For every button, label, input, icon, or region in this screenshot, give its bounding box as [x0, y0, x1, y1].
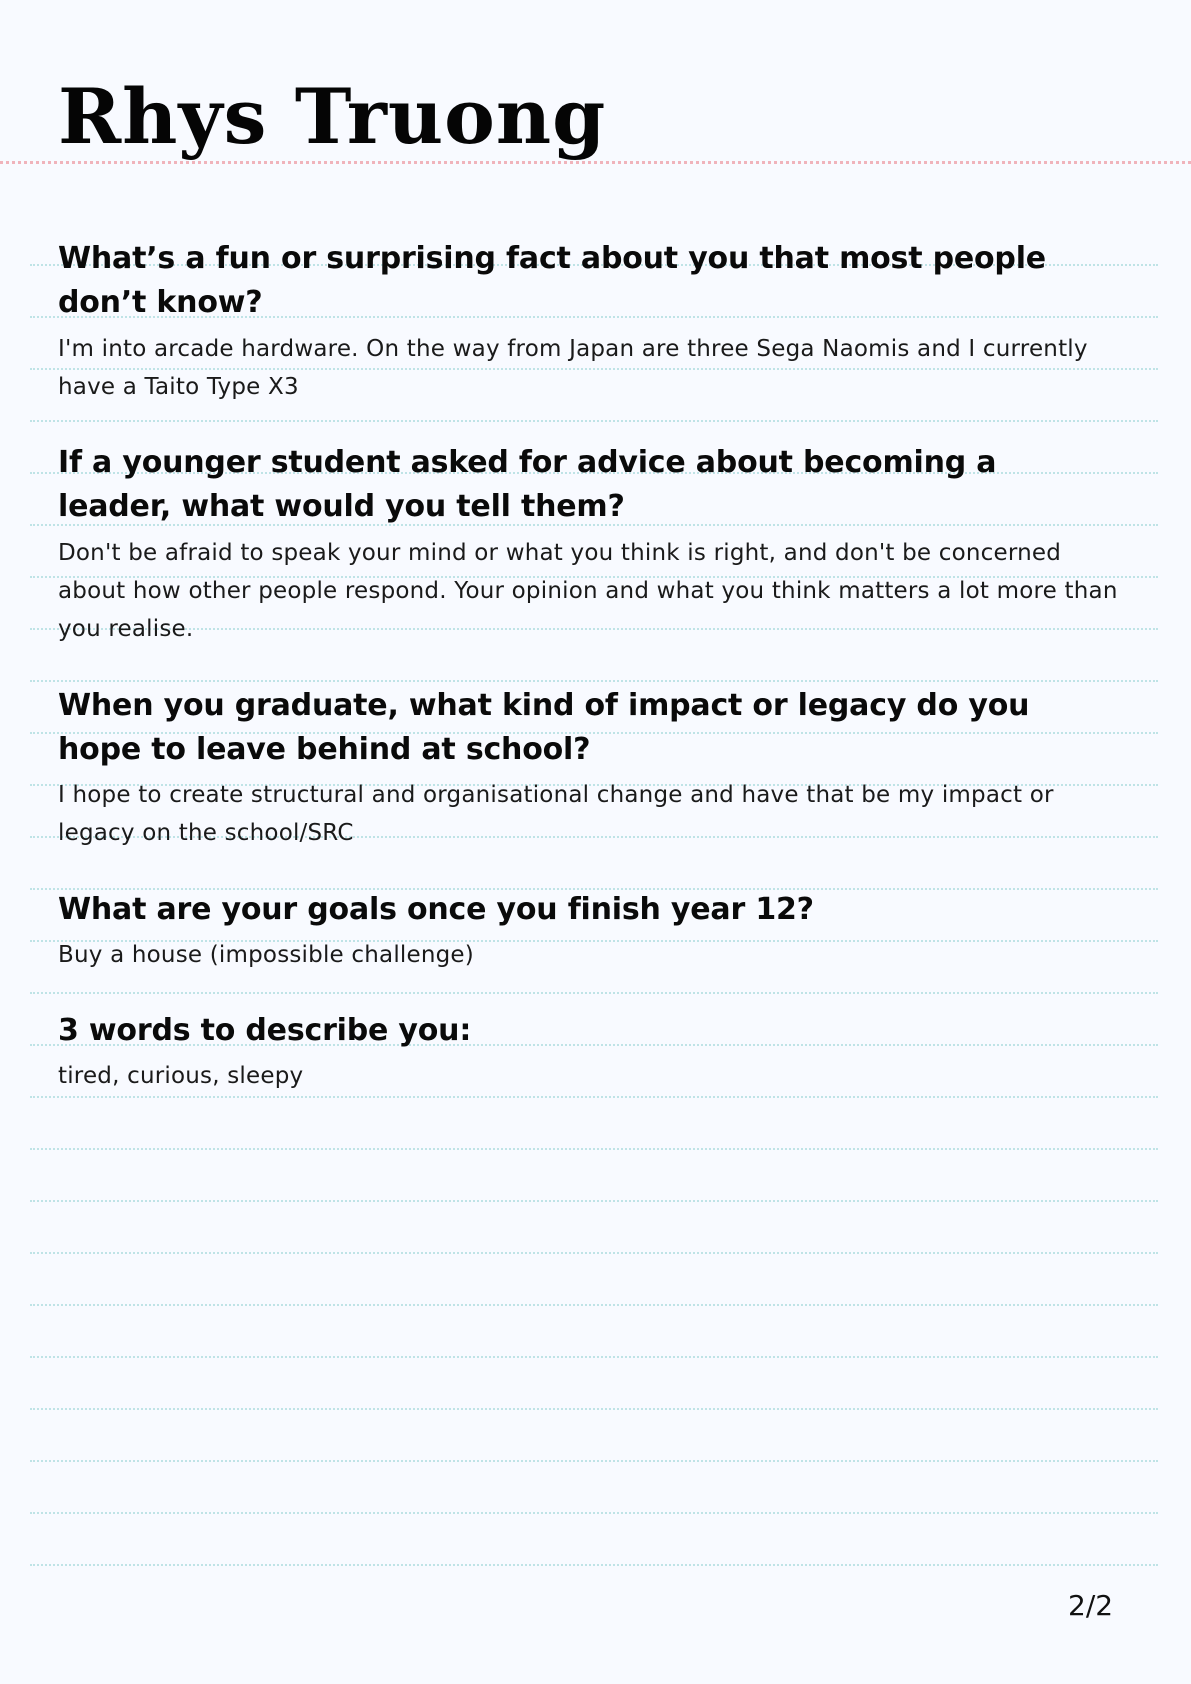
- page-number: 2/2: [1068, 1589, 1114, 1622]
- ruled-line: [30, 1200, 1158, 1202]
- answer-text: Buy a house (impossible challenge): [58, 942, 474, 968]
- question-heading: When you graduate, what kind of impact or legacy do you hope to leave behind at school?: [58, 688, 1030, 767]
- ruled-line: [30, 1148, 1158, 1150]
- answer-text: I hope to create structural and organisational change and have that be my impact or legacy on the school/SRC: [58, 782, 1054, 846]
- ruled-line: [30, 1304, 1158, 1306]
- ruled-line: [30, 680, 1158, 682]
- answer-text: tired, curious, sleepy: [58, 1063, 304, 1089]
- page-title: Rhys Truong: [58, 72, 607, 161]
- ruled-line: [30, 992, 1158, 994]
- question-heading: If a younger student asked for advice about becoming a leader, what would you tell them?: [58, 445, 997, 524]
- question-heading: What’s a fun or surprising fact about you that most people don’t know?: [58, 241, 1046, 320]
- ruled-line: [30, 1408, 1158, 1410]
- ruled-line: [30, 1564, 1158, 1566]
- answer-text: Don't be afraid to speak your mind or what you think is right, and don't be concerned about how other people respond. Your opinion and what you think matters a lot more than you realise.: [58, 540, 1118, 642]
- question-heading: 3 words to describe you:: [58, 1013, 472, 1048]
- answer-text: I'm into arcade hardware. On the way from Japan are three Sega Naomis and I currently have a Taito Type X3: [58, 336, 1088, 400]
- ruled-line: [30, 1252, 1158, 1254]
- question-heading: What are your goals once you finish year 12?: [58, 892, 814, 927]
- ruled-line: [30, 420, 1158, 422]
- ruled-line: [30, 1356, 1158, 1358]
- ruled-line: [30, 1460, 1158, 1462]
- ruled-line: [30, 1096, 1158, 1098]
- ruled-line: [30, 1512, 1158, 1514]
